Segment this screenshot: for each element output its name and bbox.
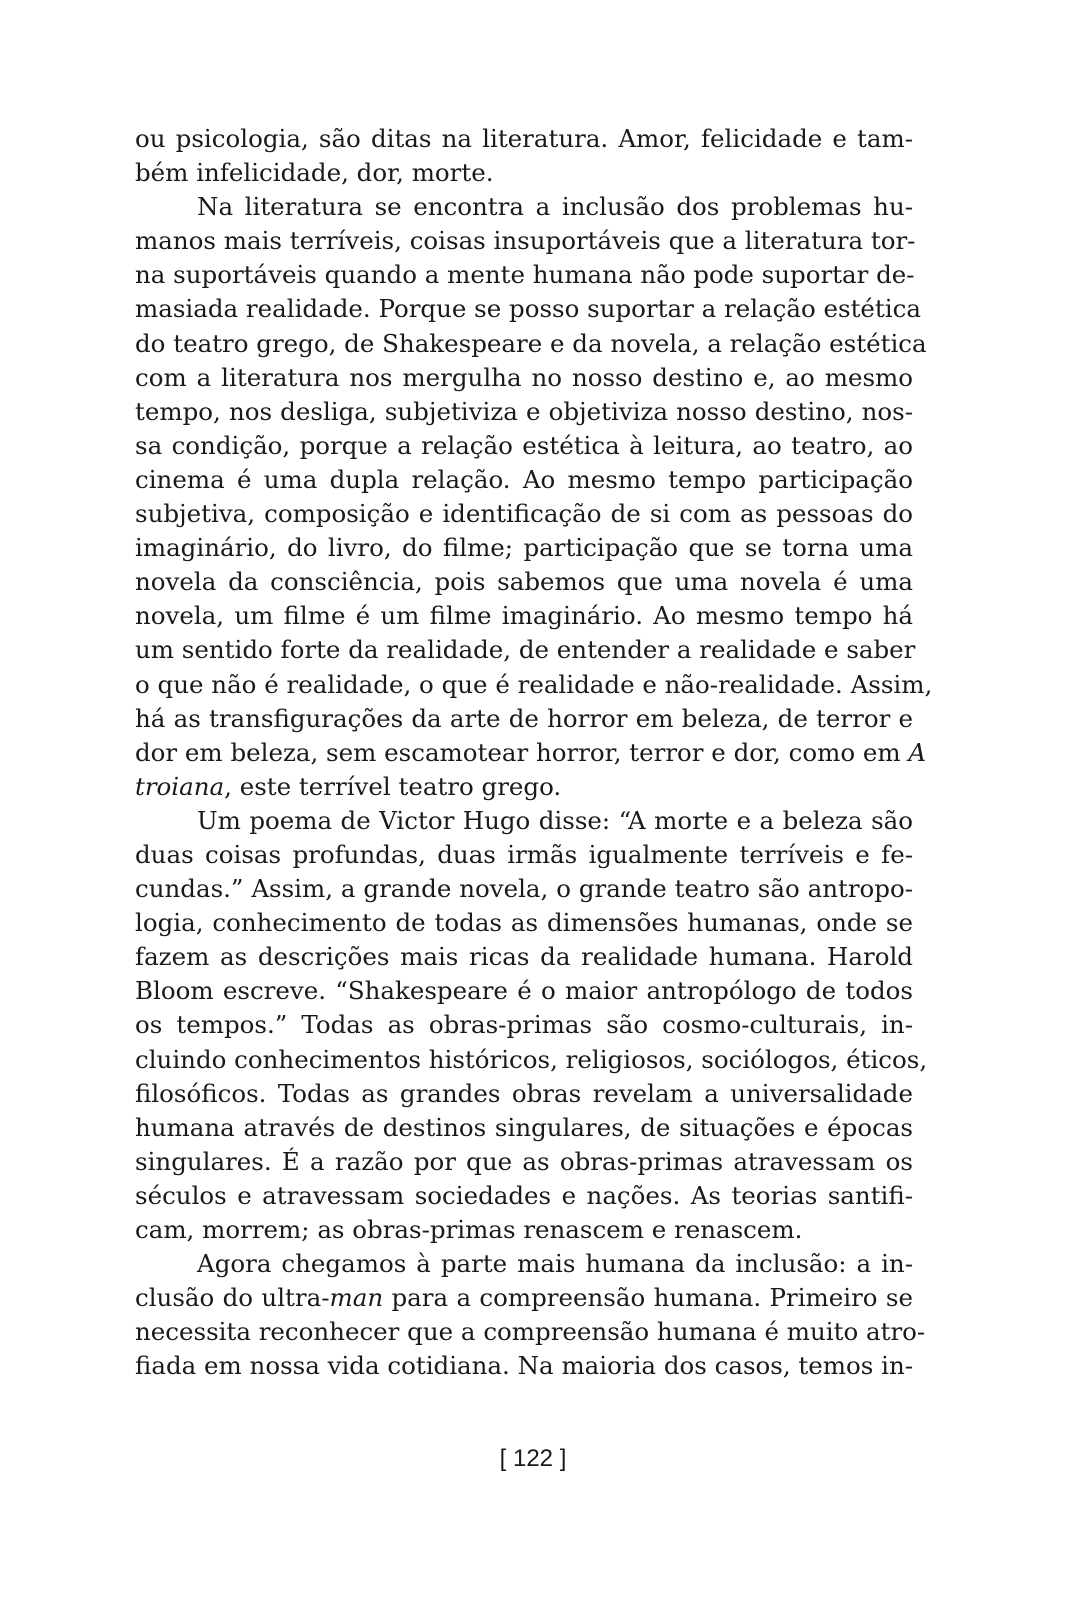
body-text <box>135 122 933 1383</box>
text-line: na suportáveis quando a mente humana não pode suportar de- <box>135 260 915 290</box>
text-line: sa condição, porque a relação estética à leitura, ao teatro, ao <box>135 430 913 460</box>
text-line: troiana, este terrível teatro grego. <box>135 771 562 801</box>
text-line: cluindo conhecimentos históricos, religiosos, sociólogos, éticos, <box>135 1044 928 1074</box>
text-line: tempo, nos desliga, subjetiviza e objetiviza nosso destino, nos- <box>135 396 913 426</box>
text-line: fiada em nossa vida cotidiana. Na maioria dos casos, temos in- <box>135 1351 913 1381</box>
text-line: humana através de destinos singulares, de situações e épocas <box>135 1112 913 1142</box>
text-line: Na literatura se encontra a inclusão dos problemas hu- <box>197 192 913 222</box>
text-line: bém infelicidade, dor, morte. <box>135 158 494 188</box>
text-line: masiada realidade. Porque se posso suportar a relação estética <box>135 294 921 324</box>
text-line: cundas.” Assim, a grande novela, o grande teatro são antropo- <box>135 874 913 904</box>
text-line: logia, conhecimento de todas as dimensões humanas, onde se <box>135 908 913 938</box>
page-number: [ 122 ] <box>499 1445 567 1472</box>
text-line: dor em beleza, sem escamotear horror, terror e dor, como em A <box>135 737 927 767</box>
text-line: Bloom escreve. “Shakespeare é o maior antropólogo de todos <box>135 976 913 1006</box>
text-line: Um poema de Victor Hugo disse: “A morte e a beleza são <box>197 805 913 835</box>
text-line: Agora chegamos à parte mais humana da inclusão: a in- <box>197 1249 913 1279</box>
text-line: séculos e atravessam sociedades e nações. As teorias santifi- <box>135 1180 913 1210</box>
text-line: ou psicologia, são ditas na literatura. Amor, felicidade e tam- <box>135 124 913 153</box>
text-line: singulares. É a razão por que as obras-primas atravessam os <box>135 1146 913 1176</box>
text-line: imaginário, do livro, do filme; participação que se torna uma <box>135 533 913 563</box>
text-line: subjetiva, composição e identificação de si com as pessoas do <box>135 499 913 529</box>
text-line: com a literatura nos mergulha no nosso destino e, ao mesmo <box>135 362 913 392</box>
text-line: fazem as descrições mais ricas da realidade humana. Harold <box>135 942 913 972</box>
text-line: os tempos.” Todas as obras-primas são cosmo-culturais, in- <box>135 1010 913 1040</box>
text-line: necessita reconhecer que a compreensão humana é muito atro- <box>135 1317 926 1347</box>
text-line: manos mais terríveis, coisas insuportáveis que a literatura tor- <box>135 226 916 256</box>
text-line: o que não é realidade, o que é realidade e não-realidade. Assim, <box>135 669 933 699</box>
text-line: cam, morrem; as obras-primas renascem e renascem. <box>135 1215 803 1244</box>
text-line: novela, um filme é um filme imaginário. Ao mesmo tempo há <box>135 601 913 631</box>
text-line: clusão do ultra-man para a compreensão humana. Primeiro se <box>135 1283 913 1313</box>
text-line: um sentido forte da realidade, de entender a realidade e saber <box>135 635 916 665</box>
text-line: cinema é uma dupla relação. Ao mesmo tempo participação <box>135 464 913 494</box>
text-line: do teatro grego, de Shakespeare e da novela, a relação estética <box>135 328 927 358</box>
text-line: duas coisas profundas, duas irmãs igualmente terríveis e fe- <box>135 839 913 869</box>
text-line: novela da consciência, pois sabemos que uma novela é uma <box>135 567 913 597</box>
text-line: há as transfigurações da arte de horror em beleza, de terror e <box>135 703 913 733</box>
text-line: filosóficos. Todas as grandes obras revelam a universalidade <box>135 1078 913 1108</box>
